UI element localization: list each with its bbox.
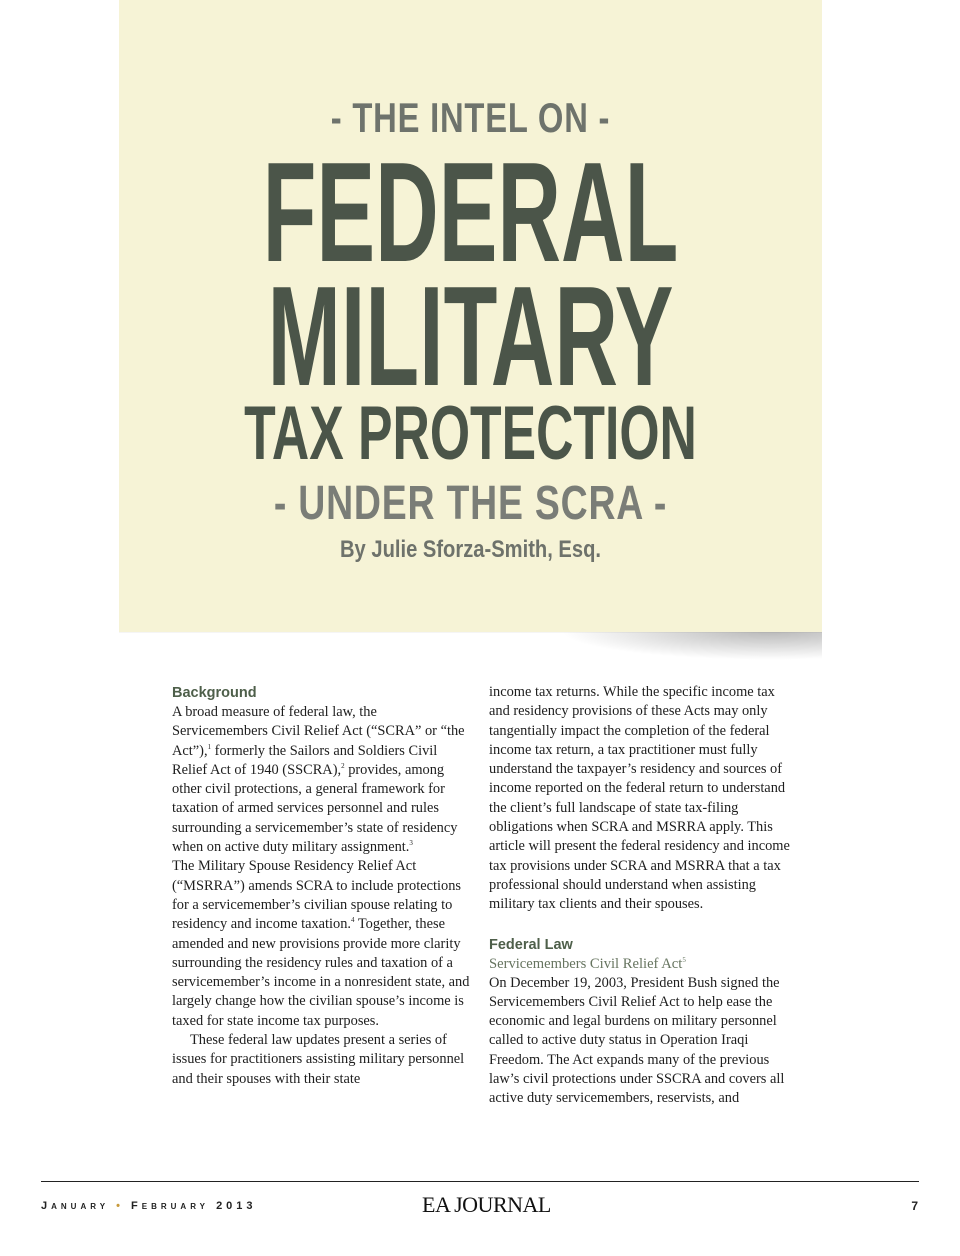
footnote-ref-2[interactable]: 2 — [341, 761, 345, 770]
author-byline: By Julie Sforza-Smith, Esq. — [339, 536, 602, 563]
text-run: A broad measure of federal law, the Servicemembers Civil Relief Act (“SCRA” or “the Act”), — [172, 704, 465, 759]
paragraph-background-2 — [172, 857, 474, 1031]
page-number: 7 — [911, 1199, 918, 1213]
paragraph-spacer — [489, 915, 791, 935]
section-heading-federal-law: Federal Law — [489, 936, 573, 953]
title-line-tax-protection: TAX PROTECTION — [244, 391, 697, 476]
footnote-ref-4[interactable]: 4 — [351, 916, 355, 925]
paragraph-continued: income tax returns. While the specific income tax and residency provisions of these Acts may only tangentially impact the completion of the federal income tax return, a tax practitioner must fully understand the taxpayer’s residency and sources of income reported on the federal return to understand the client’s full landscape of state tax-filing obligations when SCRA and MSRRA apply. This article will present the federal residency and income tax provisions under SCRA and MSRRA that a tax professional should understand when assisting military tax clients and their spouses. — [489, 684, 790, 913]
article-column-left — [172, 683, 474, 1089]
issue-date — [41, 1200, 257, 1212]
issue-month-2: February 2013 — [131, 1200, 257, 1212]
subheading-text: Servicemembers Civil Relief Act — [489, 955, 683, 972]
footnote-ref-1[interactable]: 1 — [207, 742, 212, 751]
title-banner — [119, 0, 822, 632]
subheading-scra — [489, 955, 791, 974]
text-run: Together, these amended and new provisions provide more clarity surrounding the residency rules and taxation of a servicemember’s income in a nonresident state, and largely change how the civilian spouse’s income is taxed for state income tax purposes. — [172, 916, 470, 1029]
separator-dot: • — [116, 1200, 124, 1212]
title-line-military: MILITARY — [267, 257, 674, 416]
footer-rule — [41, 1181, 919, 1182]
title-kicker: - THE INTEL ON - — [330, 94, 611, 141]
footnote-ref-5[interactable]: 5 — [682, 955, 686, 964]
title-subtitle: - UNDER THE SCRA - — [273, 477, 668, 530]
article-column-right — [489, 683, 791, 1109]
title-line-federal: FEDERAL — [262, 133, 679, 292]
issue-month-1: January — [41, 1200, 110, 1212]
journal-logo: EA JOURNAL — [422, 1192, 551, 1217]
section-heading-background: Background — [172, 685, 257, 701]
paragraph-background-3: These federal law updates present a series of issues for practitioners assisting military personnel and their spouses with their state — [172, 1032, 465, 1087]
paragraph-federal-law: On December 19, 2003, President Bush signed the Servicemembers Civil Relief Act to help ease the economic and legal burdens on military personnel called to active duty status in Operation Iraqi Freedom. The Act expands many of the previous law’s civil protections under SSCRA and covers all active duty servicemembers, reservists, and — [489, 974, 785, 1107]
footnote-ref-3[interactable]: 3 — [409, 839, 413, 848]
text-run: formerly the Sailors and Soldiers Civil Relief Act of 1940 (SSCRA), — [172, 742, 438, 778]
paragraph-background-1 — [172, 703, 474, 857]
text-run: The Military Spouse Residency Relief Act (“MSRRA”) amends SCRA to include protections for a servicemember’s civilian spouse relating to residency and income taxation. — [172, 858, 461, 933]
text-run: provides, among other civil protections, a general framework for taxation of armed services personnel and rules surrounding a servicemember’s state of residency when on active duty military assignment. — [172, 761, 458, 856]
